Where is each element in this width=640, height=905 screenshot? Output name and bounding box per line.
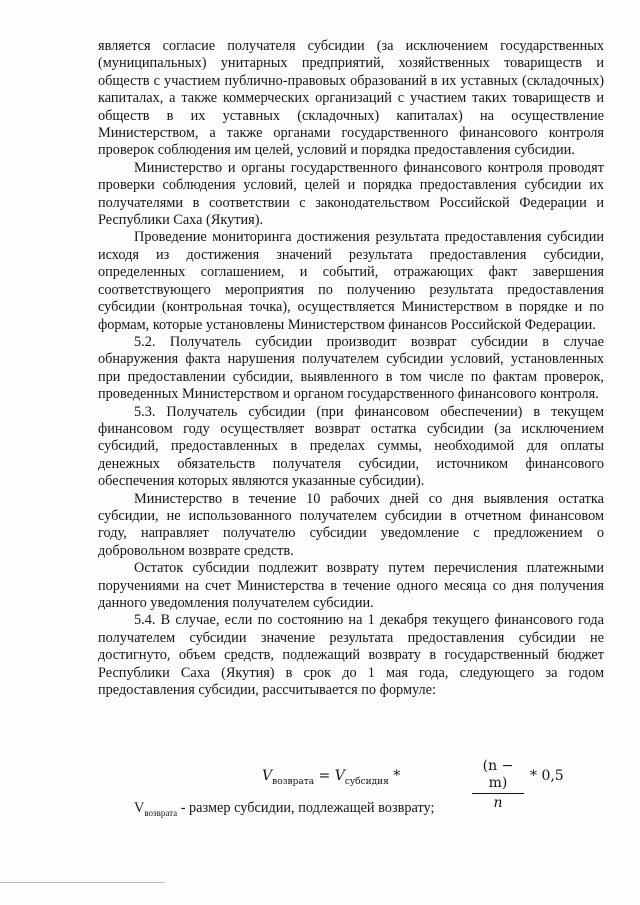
paragraph-1: является согласие получателя субсидии (за исключением государственных (муниципальных) унитарных предприятий, хозяйственных товариществ и обществ с участием публично-правовых образований в их уставных (складочных) капиталах, а также коммерческих организаций с участием таких товариществ и обществ в их уставных (складочных) капиталах) на осуществление Министерством, а также органами государственного финансового контроля проверок соблюдения им целей, условий и порядка предоставления субсидии. <box>98 38 604 159</box>
paragraph-3: Проведение мониторинга достижения результата предоставления субсидии исходя из достижения значений результата предоставления субсидии, определенных соглашением, и событий, отражающих факт завершения соответствующего мероприятия по получению результата предоставления субсидии (контрольная точка), осуществляется Министерством в порядке и по формам, которые установлены Министерством финансов Российской Федерации. <box>98 229 604 333</box>
formula-left-side <box>262 768 400 787</box>
paragraph-2: Министерство и органы государственного финансового контроля проводят проверки соблюдения условий, целей и порядка предоставления субсидии их получателями в соответствии с законодательством Российской Федерации и Республики Саха (Якутия). <box>98 159 604 229</box>
formula-lhs-symbol: V <box>262 768 273 784</box>
formula-denominator: n <box>493 795 503 811</box>
variable-definition <box>134 800 604 822</box>
definition-symbol: V <box>134 800 145 816</box>
formula-numerator: (n − m) <box>482 758 514 791</box>
paragraph-7: Остаток субсидии подлежит возврату путем перечисления платежными поручениями на счет Министерства в течение одного месяца со дня получения данного уведомления получателем субсидии. <box>98 560 604 611</box>
paragraph-5-3: 5.3. Получатель субсидии (при финансовом обеспечении) в текущем финансовом году осуществляет возврат остатка субсидии (за исключением субсидий, предоставленных в пределах суммы, необходимой для оплаты денежных обязательств получателя субсидии, источником финансового обеспечения которых являются указанные субсидии). <box>98 403 604 490</box>
body-text <box>98 38 604 699</box>
formula-multiply: * <box>388 768 401 784</box>
formula-coefficient: * 0,5 <box>530 768 564 784</box>
fraction-bar <box>472 793 524 794</box>
paragraph-5-2: 5.2. Получатель субсидии производит возврат субсидии в случае обнаружения факта нарушения получателем субсидии условий, установленных при предоставлении субсидии, выявленного в том числе по фактам проверок, проведенных Министерством и органом государственного финансового контроля. <box>98 333 604 403</box>
footer-divider <box>0 882 165 883</box>
formula-lhs-subscript: возврата <box>272 776 315 787</box>
formula-equals: = <box>314 768 335 784</box>
definition-subscript: возврата <box>144 807 178 818</box>
return-formula <box>262 758 582 811</box>
formula-rhs-symbol: V <box>334 768 345 784</box>
paragraph-5-4: 5.4. В случае, если по состоянию на 1 декабря текущего финансового года получателем субсидии значение результата предоставления субсидии не достигнуто, объем средств, подлежащий возврату в государственный бюджет Республики Саха (Якутия) в срок до 1 мая года, следующего за годом предоставления субсидии, рассчитывается по формуле: <box>98 612 604 699</box>
paragraph-6: Министерство в течение 10 рабочих дней со дня выявления остатка субсидии, не использованного получателем субсидии в отчетном финансовом году, направляет получателю субсидии уведомление с предложением о добровольном возврате средств. <box>98 490 604 559</box>
formula-rhs-subscript: субсидия <box>344 776 389 787</box>
definition-text: - размер субсидии, подлежащей возврату; <box>177 800 435 816</box>
